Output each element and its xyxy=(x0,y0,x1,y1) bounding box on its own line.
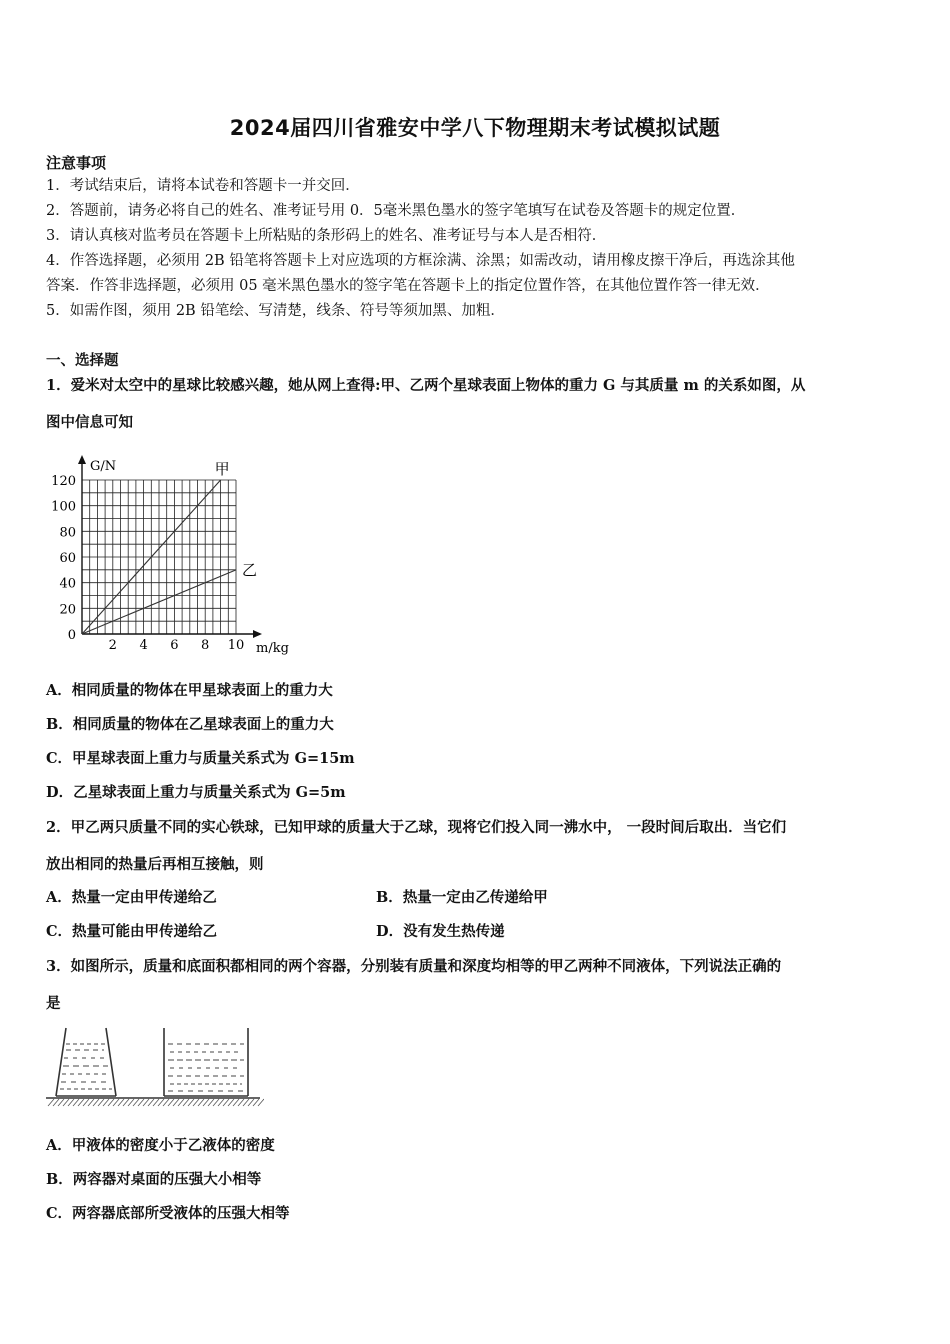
notice-item: 1．考试结束后，请将本试卷和答题卡一并交回． xyxy=(46,178,360,194)
y-tick-label: 20 xyxy=(59,602,76,618)
q1-option-b[interactable]: B．相同质量的物体在乙星球表面上的重力大 xyxy=(46,716,334,733)
q1-option-c[interactable]: C．甲星球表面上重力与质量关系式为 G=15m xyxy=(46,750,355,767)
hatch-mark xyxy=(58,1099,64,1106)
hatch-mark xyxy=(253,1099,259,1106)
y-tick-label: 100 xyxy=(51,499,76,515)
q3-option-c[interactable]: C．两容器底部所受液体的压强大相等 xyxy=(46,1205,290,1222)
containers-figure xyxy=(44,1022,264,1108)
container-right xyxy=(164,1028,248,1096)
hatch-mark xyxy=(78,1099,84,1106)
hatch-mark xyxy=(63,1099,69,1106)
y-tick-label: 120 xyxy=(51,474,76,489)
q2-option-c[interactable]: C．热量可能由甲传递给乙 xyxy=(46,923,218,940)
hatch-mark xyxy=(98,1099,104,1106)
hatch-mark xyxy=(128,1099,134,1106)
hatch-mark xyxy=(153,1099,159,1106)
hatch-mark xyxy=(48,1099,54,1106)
hatch-mark xyxy=(203,1099,209,1106)
x-tick-label: 4 xyxy=(139,638,148,653)
gravity-mass-chart xyxy=(46,452,306,658)
notice-item: 2．答题前，请务必将自己的姓名、准考证号用 0．5毫米黑色墨水的签字笔填写在试卷及答题卡的规定位置． xyxy=(46,203,746,219)
hatch-mark xyxy=(188,1099,194,1106)
chart-grid xyxy=(82,480,236,634)
notice-item: 5．如需作图，须用 2B 铅笔绘、写清楚，线条、符号等须加黑、加粗． xyxy=(46,303,505,319)
y-axis-label: G/N xyxy=(90,459,117,474)
x-tick-label: 10 xyxy=(227,638,245,653)
hatch-mark xyxy=(143,1099,149,1106)
series-label: 甲 xyxy=(214,460,230,478)
x-tick-label: 2 xyxy=(108,638,117,653)
hatch-mark xyxy=(118,1099,124,1106)
question-3-text: 3．如图所示，质量和底面积都相同的两个容器，分别装有质量和深度均相等的甲乙两种不同液体，下列说法正确的 xyxy=(46,958,782,975)
hatch-mark xyxy=(183,1099,189,1106)
hatch-mark xyxy=(238,1099,244,1106)
y-tick-label: 0 xyxy=(67,628,76,643)
table-surface xyxy=(46,1098,264,1106)
hatch-mark xyxy=(163,1099,169,1106)
question-3-text-cont: 是 xyxy=(46,995,61,1012)
section-title: 一、选择题 xyxy=(46,352,119,369)
q3-option-a[interactable]: A．甲液体的密度小于乙液体的密度 xyxy=(46,1137,275,1154)
hatch-mark xyxy=(68,1099,74,1106)
chart-series xyxy=(82,460,257,634)
hatch-mark xyxy=(88,1099,94,1106)
hatch-mark xyxy=(178,1099,184,1106)
q2-option-d[interactable]: D．没有发生热传递 xyxy=(376,923,505,940)
question-1-text-cont: 图中信息可知 xyxy=(46,414,133,431)
notice-item: 答案．作答非选择题，必须用 05 毫米黑色墨水的签字笔在答题卡上的指定位置作答，在其他位置作答一律无效． xyxy=(46,278,770,294)
y-tick-label: 80 xyxy=(59,525,76,541)
hatch-mark xyxy=(83,1099,89,1106)
notice-heading: 注意事项 xyxy=(46,154,107,172)
hatch-mark xyxy=(213,1099,219,1106)
series-label: 乙 xyxy=(242,560,258,579)
x-tick-label: 8 xyxy=(201,638,210,653)
hatch-mark xyxy=(158,1099,164,1106)
q3-option-b[interactable]: B．两容器对桌面的压强大小相等 xyxy=(46,1171,262,1188)
hatch-mark xyxy=(168,1099,174,1106)
question-1-text: 1．爱米对太空中的星球比较感兴趣，她从网上查得:甲、乙两个星球表面上物体的重力 G 与其质量 m 的关系如图，从 xyxy=(46,377,806,394)
chart-axes xyxy=(78,455,262,638)
hatch-mark xyxy=(223,1099,229,1106)
hatch-mark xyxy=(113,1099,119,1106)
hatch-mark xyxy=(73,1099,79,1106)
x-tick-label: 6 xyxy=(170,638,179,653)
page-title: 2024届四川省雅安中学八下物理期末考试模拟试题 xyxy=(229,116,721,140)
hatch-mark xyxy=(148,1099,154,1106)
hatch-mark xyxy=(208,1099,214,1106)
hatch-mark xyxy=(123,1099,129,1106)
x-axis-label: m/kg xyxy=(256,641,289,656)
hatch-mark xyxy=(248,1099,254,1106)
q2-option-b[interactable]: B．热量一定由乙传递给甲 xyxy=(376,889,548,906)
q1-option-d[interactable]: D．乙星球表面上重力与质量关系式为 G=5m xyxy=(46,784,346,801)
hatch-mark xyxy=(133,1099,139,1106)
hatch-mark xyxy=(173,1099,179,1106)
hatch-mark xyxy=(233,1099,239,1106)
hatch-mark xyxy=(193,1099,199,1106)
notice-item: 3．请认真核对监考员在答题卡上所粘贴的条形码上的姓名、准考证号与本人是否相符． xyxy=(46,228,607,244)
y-tick-label: 40 xyxy=(59,576,76,592)
hatch-mark xyxy=(108,1099,114,1106)
hatch-mark xyxy=(243,1099,249,1106)
y-axis-arrow xyxy=(78,455,86,464)
hatch-mark xyxy=(198,1099,204,1106)
q1-option-a[interactable]: A．相同质量的物体在甲星球表面上的重力大 xyxy=(46,682,333,699)
x-axis-arrow xyxy=(253,630,262,638)
q2-option-a[interactable]: A．热量一定由甲传递给乙 xyxy=(46,889,217,906)
hatch-mark xyxy=(228,1099,234,1106)
question-2-text: 2．甲乙两只质量不同的实心铁球，已知甲球的质量大于乙球，现将它们投入同一沸水中， 一段时间后取出．当它们 xyxy=(46,819,787,836)
y-tick-label: 60 xyxy=(59,551,76,566)
chart-ticks xyxy=(51,474,244,653)
hatch-mark xyxy=(258,1099,264,1106)
hatch-mark xyxy=(93,1099,99,1106)
notice-item: 4．作答选择题，必须用 2B 铅笔将答题卡上对应选项的方框涂满、涂黑；如需改动，请用橡皮擦干净后，再选涂其他 xyxy=(46,253,795,269)
container-left xyxy=(56,1028,116,1096)
hatch-mark xyxy=(53,1099,59,1106)
question-2-text-cont: 放出相同的热量后再相互接触，则 xyxy=(46,856,264,873)
hatch-mark xyxy=(103,1099,109,1106)
hatch-mark xyxy=(138,1099,144,1106)
hatch-mark xyxy=(218,1099,224,1106)
